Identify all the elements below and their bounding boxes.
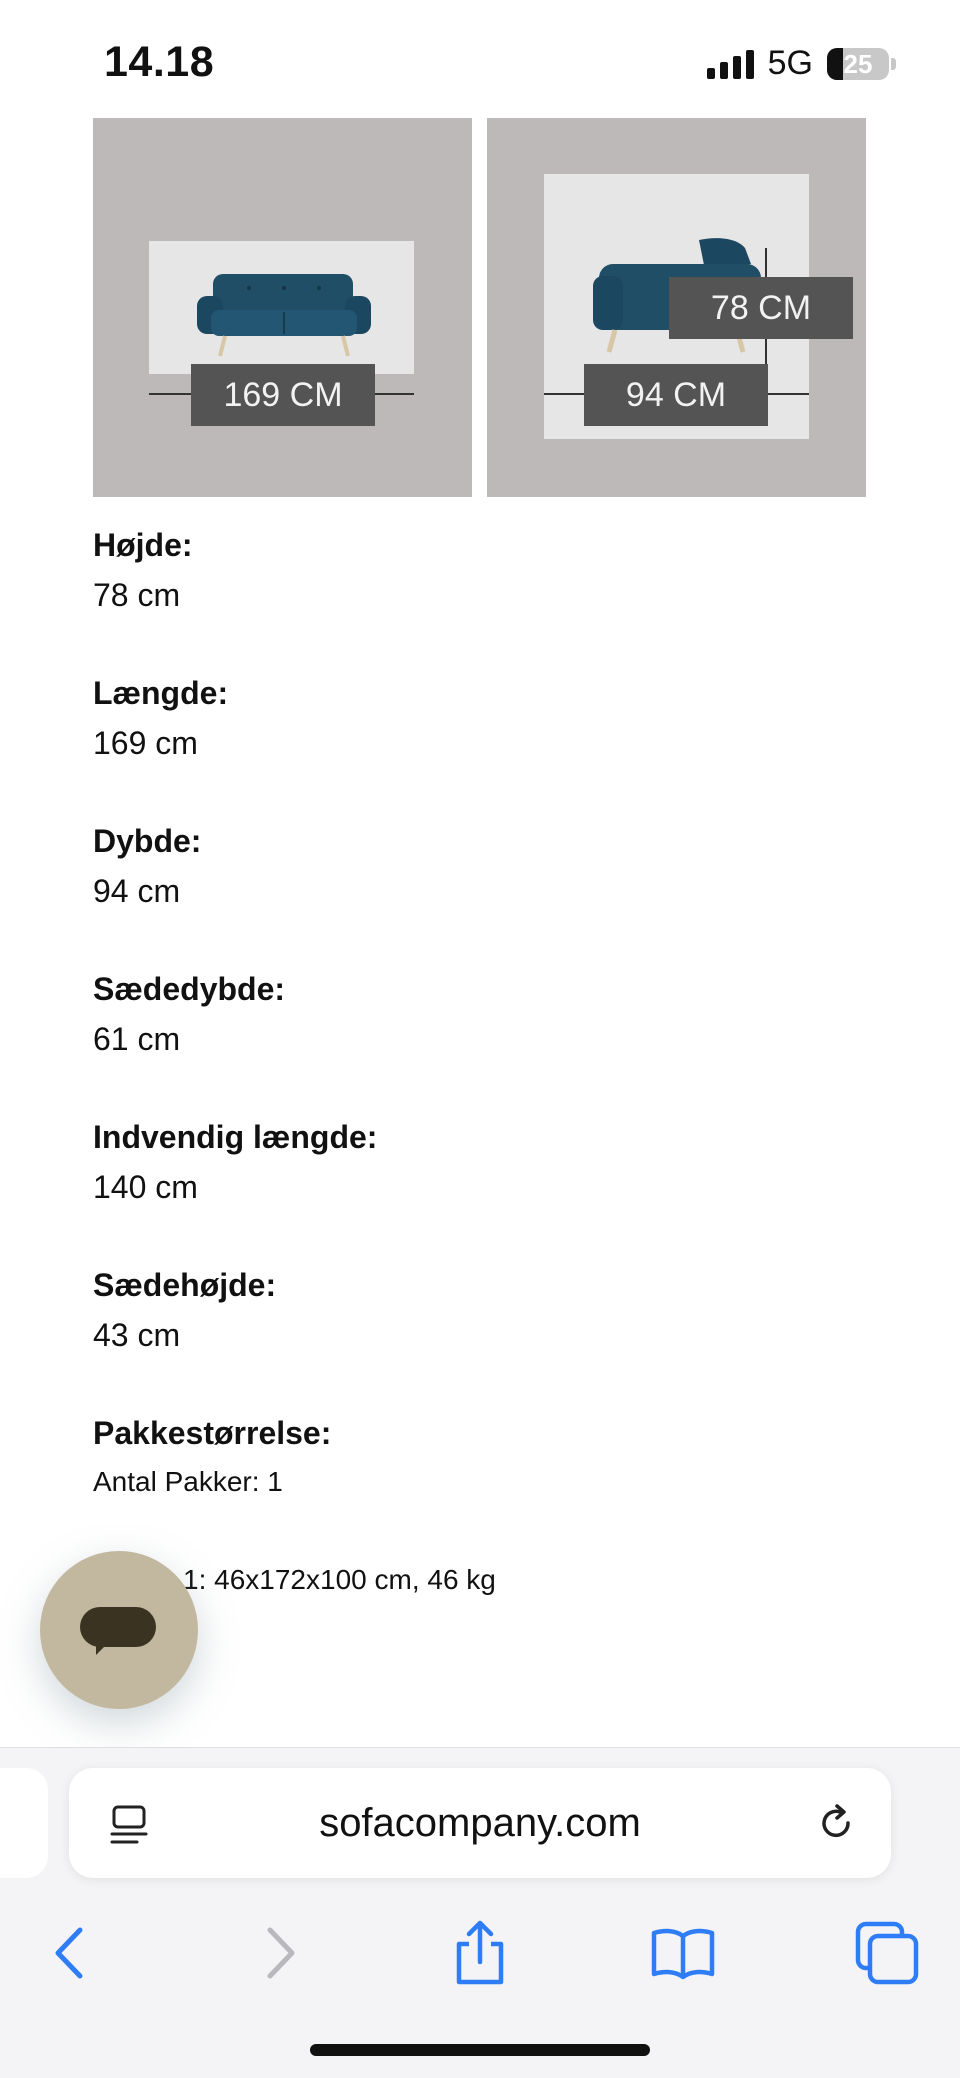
share-icon[interactable] [445,1918,515,1988]
browser-chrome [0,1747,960,2078]
package-line-text: 1: 46x172x100 cm, 46 kg [183,1564,496,1595]
front-dimension-image[interactable] [93,118,472,497]
spec-package-size [93,1408,873,1556]
side-dimension-image[interactable] [487,118,866,497]
spec-label: Højde: [93,527,193,563]
spec-value: 43 cm [93,1317,181,1353]
battery-icon [827,48,889,80]
spec-seat-depth [93,964,873,1112]
status-time: 14.18 [104,38,215,86]
sofa-front-image [189,266,379,366]
browser-toolbar [0,1898,960,2008]
address-bar[interactable] [69,1768,891,1878]
spec-value: 61 cm [93,1021,181,1057]
dimension-specs [93,520,873,1556]
network-type: 5G [767,44,813,82]
front-width-label: 169 CM [191,364,375,426]
previous-tab-preview[interactable] [0,1768,48,1878]
spec-label: Længde: [93,675,229,711]
status-bar [0,0,960,118]
spec-label: Indvendig længde: [93,1119,378,1155]
chat-icon-tail [96,1641,110,1655]
chevron-right-icon[interactable] [244,1918,314,1988]
spec-length [93,668,873,816]
chat-icon [80,1607,156,1647]
book-icon[interactable] [648,1918,718,1988]
spec-height [93,520,873,668]
url-text: sofacompany.com [319,1801,641,1845]
status-indicators [707,44,896,83]
spec-seat-height [93,1260,873,1408]
home-indicator[interactable] [310,2044,650,2056]
signal-icon [707,49,754,79]
spec-inner-length [93,1112,873,1260]
package-count: Antal Pakker: 1 [93,1466,283,1497]
spec-label: Dybde: [93,823,202,859]
side-height-label: 78 CM [669,277,853,339]
chat-button[interactable] [40,1551,198,1709]
battery-cap [891,58,896,70]
spec-label: Sædehøjde: [93,1267,277,1303]
spec-value: 140 cm [93,1169,198,1205]
spec-depth [93,816,873,964]
reload-icon[interactable] [815,1802,857,1844]
spec-value: 169 cm [93,725,198,761]
side-depth-label: 94 CM [584,364,768,426]
spec-value: 78 cm [93,577,181,613]
spec-label: Sædedybde: [93,971,286,1007]
tabs-icon[interactable] [852,1918,922,1988]
spec-value: 94 cm [93,873,181,909]
package-label: Pakkestørrelse: [93,1415,332,1451]
chevron-left-icon[interactable] [36,1918,106,1988]
battery-level: 25 [843,48,873,79]
